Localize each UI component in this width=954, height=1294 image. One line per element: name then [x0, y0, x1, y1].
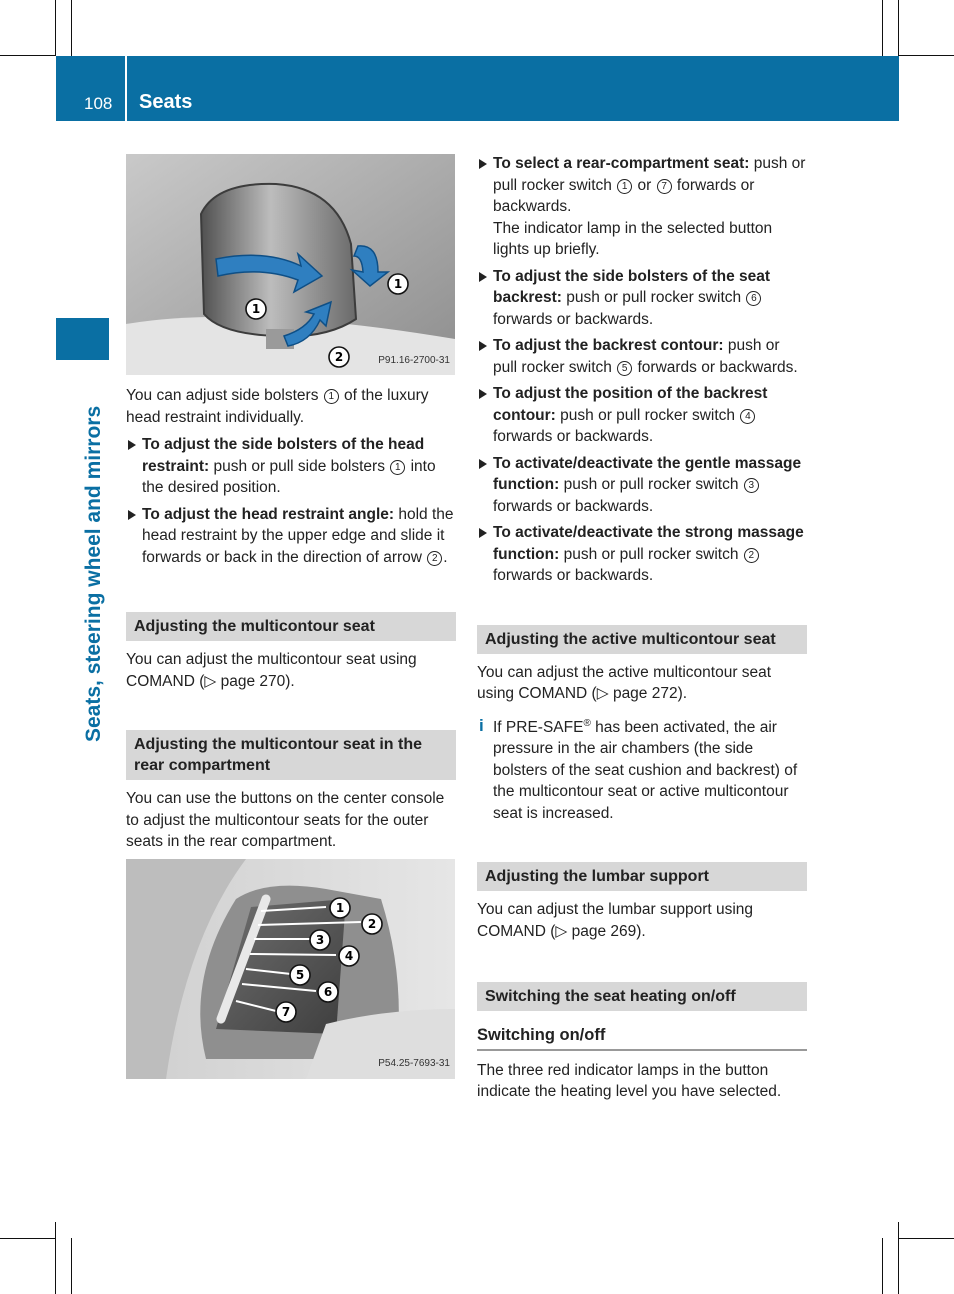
right-column [477, 153, 807, 1109]
crop-mark [882, 1238, 883, 1294]
section-heading: Adjusting the multicontour seat [126, 612, 456, 641]
bullet-triangle-icon [479, 528, 487, 538]
callout-label: 5 [295, 967, 305, 982]
text: forwards or backwards. [493, 176, 755, 215]
callout-ref: 7 [657, 179, 672, 194]
instruction-item [477, 522, 807, 587]
crop-mark [55, 1222, 56, 1294]
crop-mark [55, 0, 56, 56]
bullet-triangle-icon [479, 341, 487, 351]
text: You can adjust side bolsters [126, 387, 323, 404]
instruction-item [477, 153, 807, 261]
page-header [56, 56, 899, 121]
text: . [443, 548, 448, 566]
text: or [633, 176, 656, 194]
text: hold the head restraint by the upper edge and slide it forwards or back in the direction of arrow [142, 505, 454, 566]
text: into the desired position. [142, 457, 436, 496]
text: has been activated, the air pressure in the air chambers (the side bolsters of the seat cushion and backrest) of the multicontour seat or active multicontour seat is increased. [493, 718, 798, 822]
paragraph: You can use the buttons on the center console to adjust the multicontour seats for the outer seats in the rear compartment. [126, 790, 445, 850]
bullet-triangle-icon [479, 389, 487, 399]
callout-label: 2 [367, 916, 377, 931]
info-icon: i [479, 715, 484, 735]
section-heading: Adjusting the active multicontour seat [477, 625, 807, 654]
text: forwards or backwards. [493, 567, 654, 584]
crop-mark [0, 55, 56, 56]
paragraph: You can adjust the lumbar support using COMAND (▷ page 269). [477, 901, 754, 940]
instruction-item [477, 266, 807, 331]
instruction-label: To adjust the backrest contour: [493, 337, 724, 354]
registered-mark: ® [583, 717, 591, 729]
section-heading: Switching the seat heating on/off [477, 982, 807, 1011]
crop-mark [71, 1238, 72, 1294]
crop-mark [71, 0, 72, 56]
instruction-label: To adjust the position of the backrest contour: [493, 385, 768, 424]
instruction-label: To adjust the side bolsters of the seat backrest: [493, 267, 771, 306]
callout-ref: 6 [746, 291, 761, 306]
chapter-side-title: Seats, steering wheel and mirrors [82, 405, 105, 742]
callout-ref: 4 [740, 409, 755, 424]
paragraph: The three red indicator lamps in the button indicate the heating level you have selected. [477, 1061, 782, 1101]
side-tab [56, 318, 109, 360]
text: forwards or backwards. [633, 358, 798, 376]
callout-ref: 1 [390, 460, 405, 475]
text: push or pull rocker switch [493, 155, 806, 194]
instruction-label: To activate/deactivate the gentle massage function: [493, 454, 802, 493]
bullet-triangle-icon [479, 272, 487, 282]
instruction-label: To select a rear-compartment seat: [493, 155, 750, 172]
paragraph: You can adjust the multicontour seat using COMAND (▷ page 270). [126, 651, 417, 690]
crop-mark [882, 0, 883, 56]
text: push or pull rocker switch [555, 406, 740, 424]
paragraph: You can adjust the active multicontour seat using COMAND (▷ page 272). [477, 663, 772, 702]
figure-code: P91.16-2700-31 [378, 354, 450, 366]
text: If PRE-SAFE [493, 718, 584, 736]
page-title: Seats [139, 91, 193, 113]
callout-ref: 1 [324, 389, 339, 404]
text: push or pull rocker switch [561, 289, 746, 306]
text: push or pull side bolsters [209, 457, 390, 475]
callout-label: 1 [251, 302, 261, 316]
info-note [477, 713, 807, 825]
section-heading: Adjusting the lumbar support [477, 862, 807, 891]
instruction-item [477, 335, 807, 378]
instruction-label: To adjust the head restraint angle: [142, 505, 395, 523]
callout-ref: 2 [427, 551, 442, 566]
callout-ref: 1 [617, 179, 632, 194]
callout-label: 6 [323, 984, 333, 999]
text: of the luxury head restraint individually. [126, 387, 429, 426]
bullet-triangle-icon [479, 159, 487, 169]
text: forwards or backwards. [493, 428, 654, 445]
instruction-label: To activate/deactivate the strong massage function: [493, 524, 804, 563]
callout-label: 4 [344, 948, 354, 963]
text: push or pull rocker switch [493, 337, 780, 376]
bullet-triangle-icon [479, 459, 487, 469]
rear-console-figure [126, 859, 455, 1079]
instruction-item [477, 383, 807, 448]
instruction-item [477, 453, 807, 518]
left-column [126, 154, 456, 1079]
callout-ref: 3 [744, 478, 759, 493]
text: forwards or backwards. [493, 310, 654, 328]
crop-mark [898, 0, 899, 56]
instruction-item [126, 434, 456, 499]
page-number: 108 [84, 94, 113, 113]
callout-label: 1 [393, 277, 403, 291]
sub-heading: Switching on/off [477, 1025, 807, 1051]
instruction-label: To adjust the side bolsters of the head restraint: [142, 436, 425, 475]
crop-mark [899, 55, 954, 56]
header-divider [125, 56, 127, 121]
instruction-item [126, 504, 456, 569]
callout-label: 2 [334, 350, 344, 364]
figure-code: P54.25-7693-31 [378, 1058, 450, 1069]
bullet-triangle-icon [128, 510, 136, 520]
section-heading: Adjusting the multicontour seat in the rear compartment [126, 730, 456, 780]
callout-label: 7 [281, 1004, 291, 1019]
crop-mark [899, 1238, 954, 1239]
callout-label: 3 [315, 932, 325, 947]
crop-mark [0, 1238, 56, 1239]
intro-paragraph [126, 385, 456, 428]
head-restraint-figure [126, 154, 455, 375]
crop-mark [898, 1222, 899, 1294]
callout-ref: 2 [744, 548, 759, 563]
text: forwards or backwards. [493, 497, 654, 515]
bullet-triangle-icon [128, 440, 136, 450]
text: push or pull rocker switch [559, 476, 743, 493]
text: The indicator lamp in the selected button lights up briefly. [493, 219, 773, 258]
callout-label: 1 [335, 900, 345, 915]
callout-ref: 5 [617, 361, 632, 376]
text: push or pull rocker switch [559, 545, 743, 563]
